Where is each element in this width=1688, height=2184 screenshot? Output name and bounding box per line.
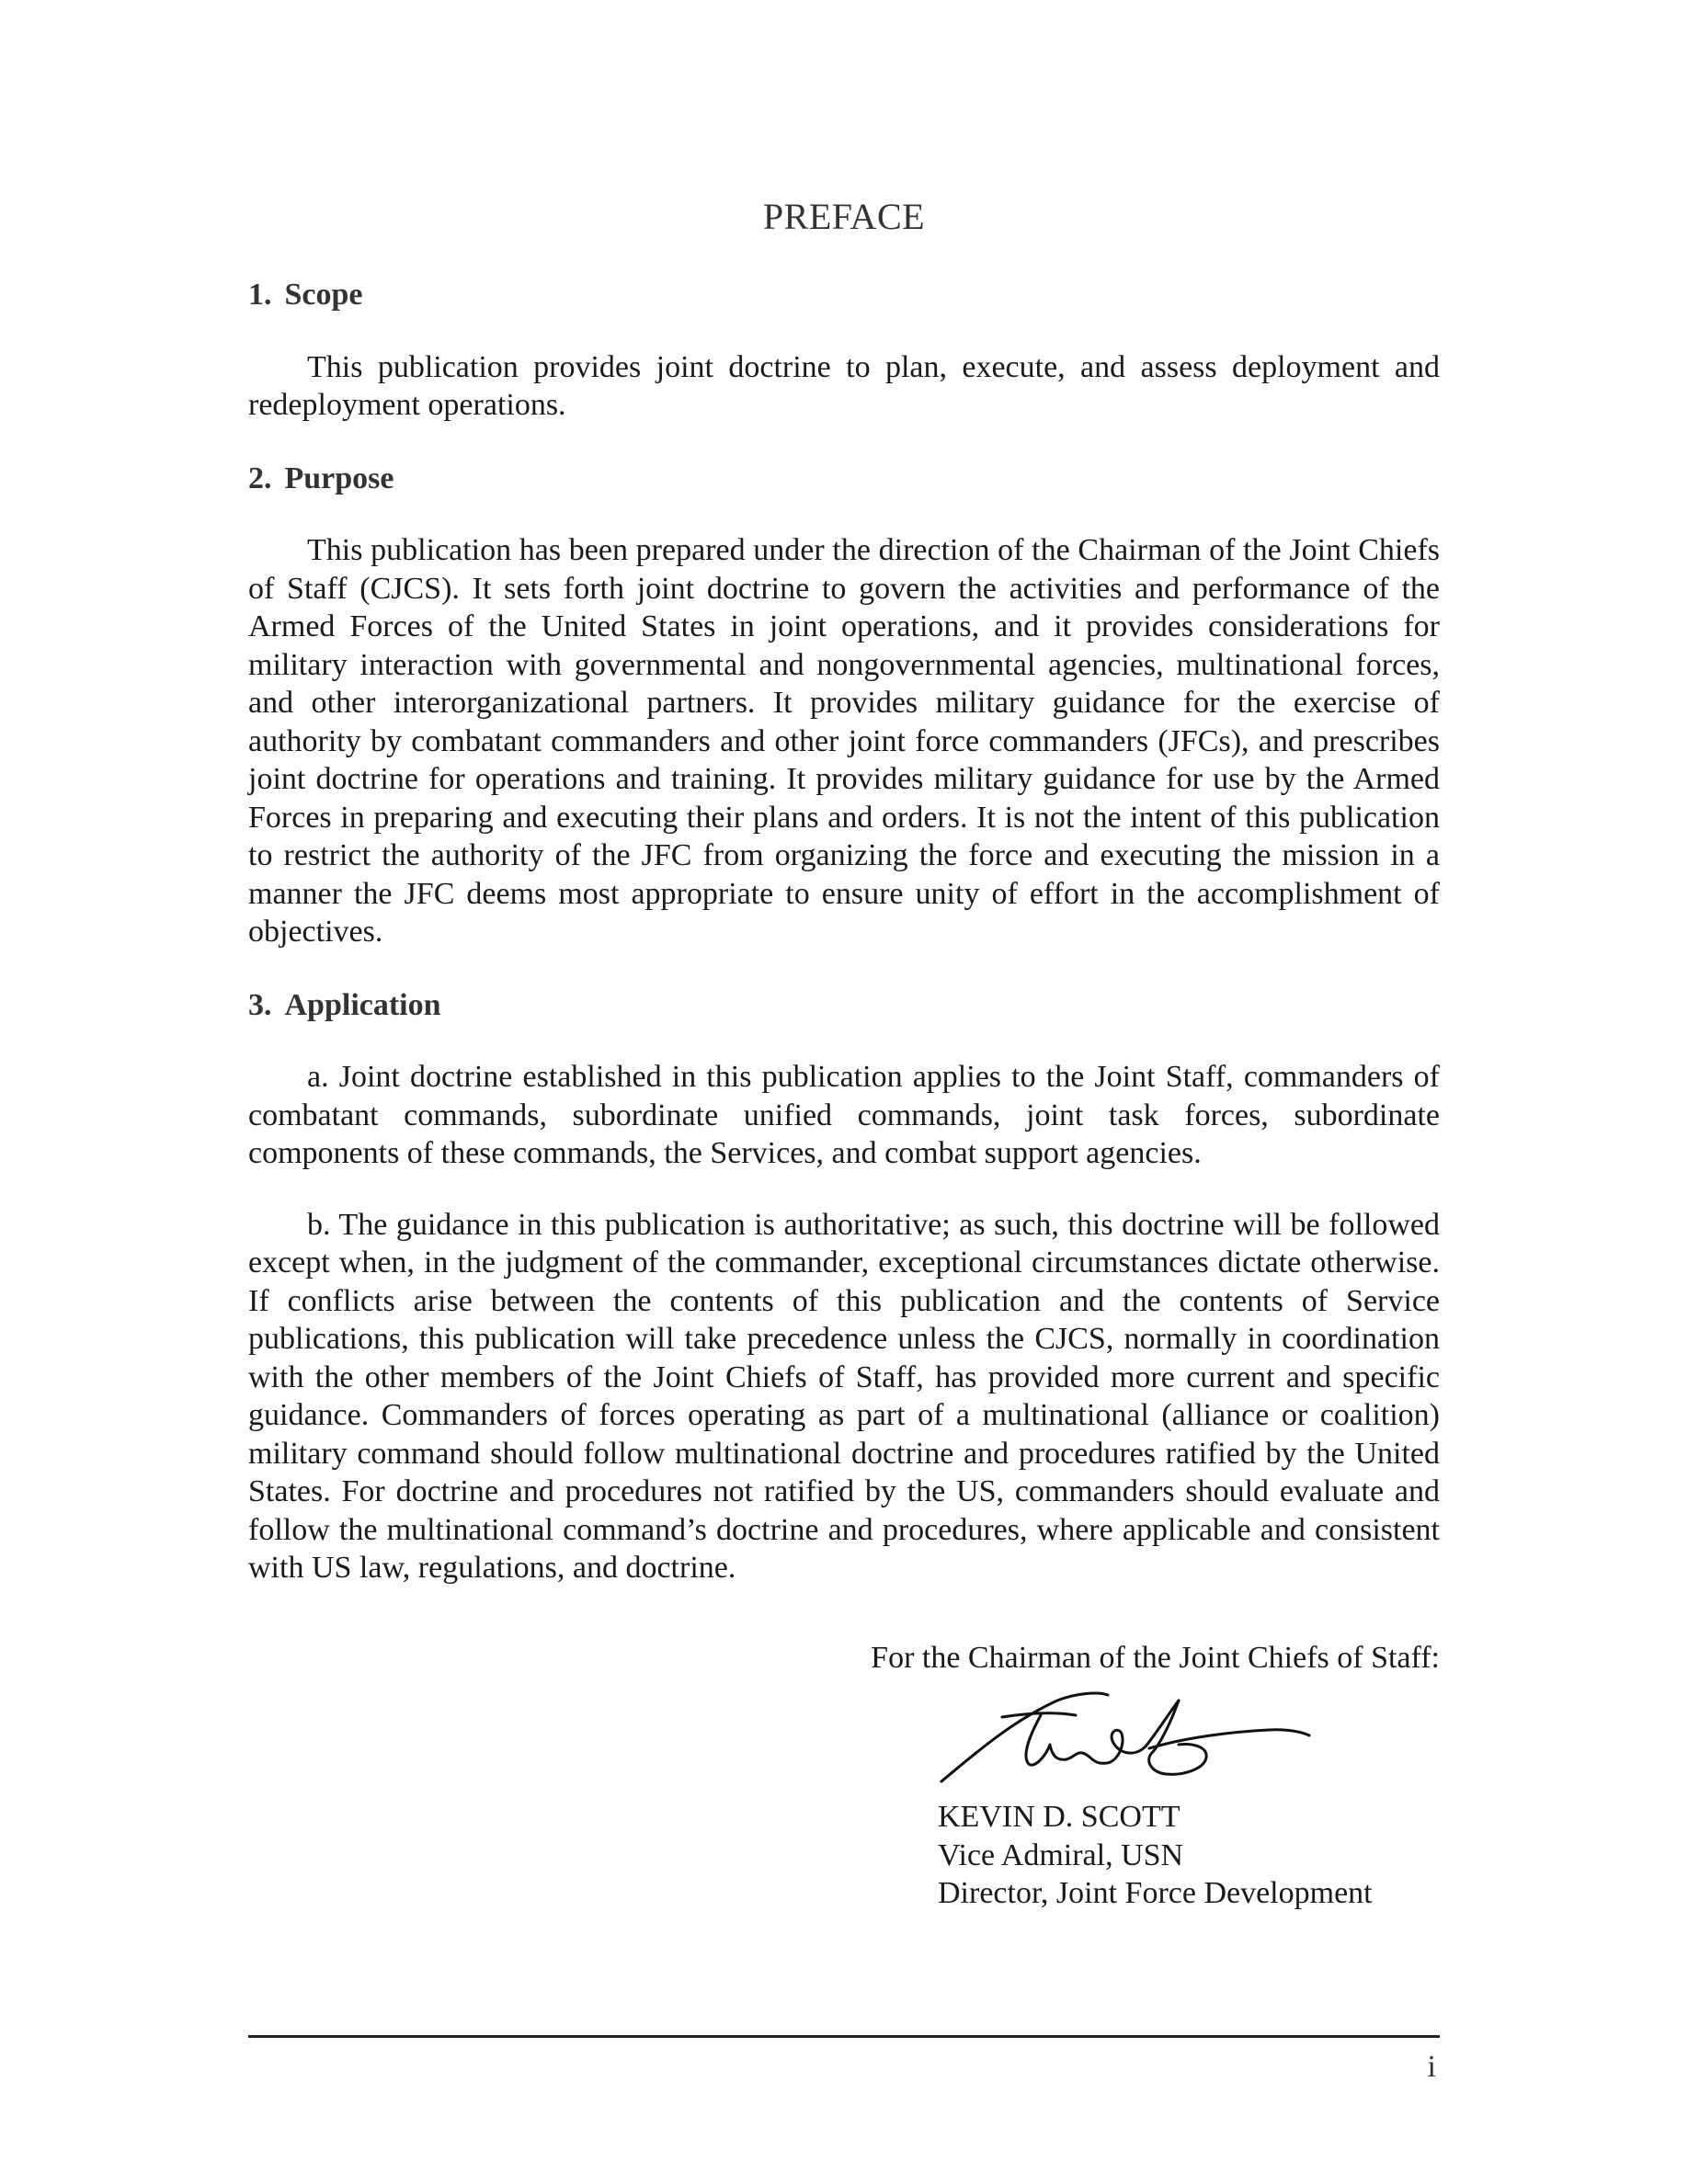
- page-number: i: [1427, 2050, 1436, 2084]
- application-paragraph-b: b. The guidance in this publication is authoritative; as such, this doctrine will be followed except when, in the judgment of the commander, exceptional circumstances dictate otherwise. If conflicts arise between the contents of this publication and the contents of Service publications, this publication will take precedence unless the CJCS, normally in coordination with the other members of the Joint Chiefs of Staff, has provided more current and specific guidance. Commanders of forces operating as part of a multinational (alliance or coalition) military command should follow multinational doctrine and procedures ratified by the United States. For doctrine and procedures not ratified by the US, commanders should evaluate and follow the multinational command’s doctrine and procedures, where applicable and consistent with US law, regulations, and doctrine.: [248, 1207, 1440, 1585]
- signer-name: KEVIN D. SCOTT: [938, 1800, 1180, 1834]
- section-title: Application: [284, 987, 441, 1022]
- section-heading-application: [248, 986, 1440, 1025]
- signature-intro: For the Chairman of the Joint Chiefs of Staff:: [871, 1641, 1440, 1675]
- purpose-paragraph: This publication has been prepared under the direction of the Chairman of the Joint Chiefs of Staff (CJCS). It sets forth joint doctrine to govern the activities and performance of the Armed Forces of the United States in joint operations, and it provides considerations for military interaction with governmental and nongovernmental agencies, multinational forces, and other interorganizational partners. It provides military guidance for the exercise of authority by combatant commanders and other joint force commanders (JFCs), and prescribes joint doctrine for operations and training. It provides military guidance for use by the Armed Forces in preparing and executing their plans and orders. It is not the intent of this publication to restrict the authority of the JFC from organizing the force and executing the mission in a manner the JFC deems most appropriate to ensure unity of effort in the accomplishment of objectives.: [248, 533, 1440, 949]
- section-heading-scope: [248, 276, 1440, 314]
- section-number: 2.: [248, 461, 272, 495]
- scope-paragraph: This publication provides joint doctrine to plan, execute, and assess deployment and redeployment operations.: [248, 349, 1440, 422]
- section-heading-purpose: [248, 460, 1440, 498]
- document-body: [248, 276, 1440, 1587]
- signer-rank: Vice Admiral, USN: [938, 1837, 1184, 1872]
- section-title: Purpose: [284, 461, 394, 495]
- page-title: PREFACE: [762, 196, 926, 237]
- section-number: 1.: [248, 278, 272, 312]
- handwritten-signature: [938, 1689, 1324, 1791]
- signer-block: [938, 1798, 1434, 1913]
- signer-position: Director, Joint Force Development: [938, 1876, 1373, 1910]
- section-title: Scope: [284, 278, 363, 312]
- application-paragraph-a: a. Joint doctrine established in this publication applies to the Joint Staff, commanders of combatant commands, subordinate unified commands, joint task forces, subordinate components of these commands, the Services, and combat support agencies.: [248, 1060, 1440, 1170]
- footer-divider: [248, 2035, 1440, 2038]
- section-number: 3.: [248, 987, 272, 1022]
